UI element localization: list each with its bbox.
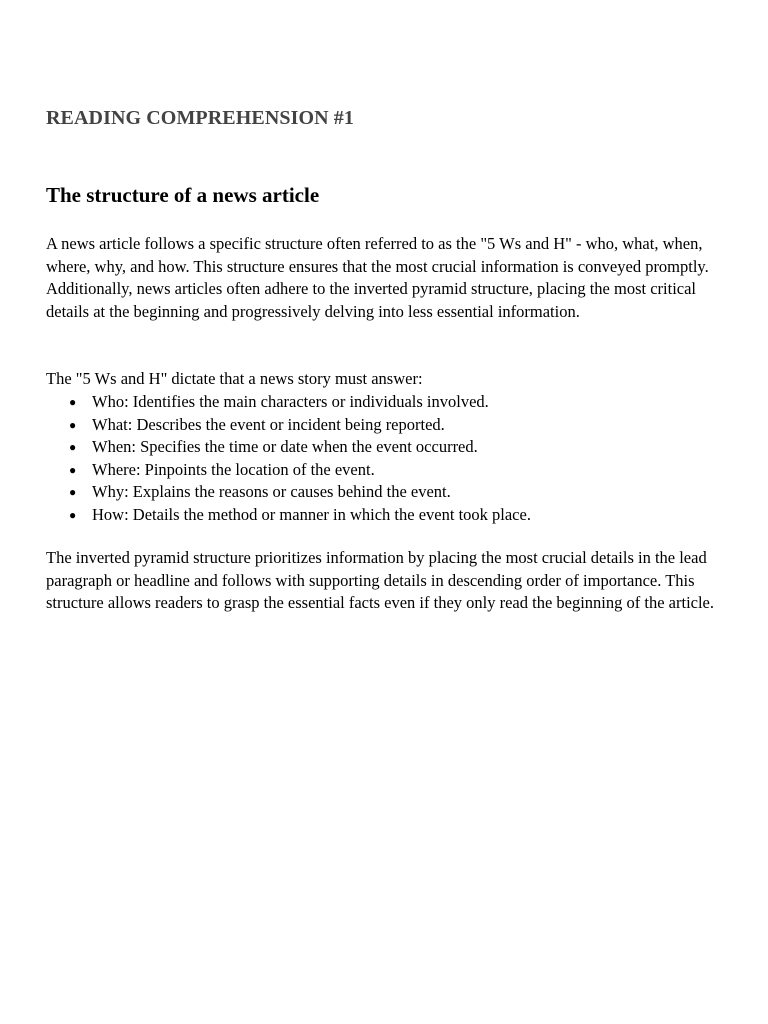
list-item-text: What: Describes the event or incident being reported. bbox=[92, 414, 445, 434]
list-item-text: How: Details the method or manner in which the event took place. bbox=[92, 504, 531, 524]
list-item-where bbox=[46, 459, 722, 482]
list-item-text: Where: Pinpoints the location of the event. bbox=[92, 459, 375, 479]
bullet-icon: ● bbox=[69, 462, 77, 477]
bullet-icon: ● bbox=[69, 395, 77, 409]
list-item-text: Who: Identifies the main characters or individuals involved. bbox=[92, 392, 489, 411]
pyramid-paragraph: The inverted pyramid structure prioritizes information by placing the most crucial details in the lead paragraph or headline and follows with supporting details in descending order of importance. This structure allows readers to grasp the essential facts even if they only read the beginning of the article. bbox=[46, 548, 715, 613]
bullet-icon: ● bbox=[69, 440, 77, 455]
five-ws-list bbox=[46, 391, 722, 527]
section-title: READING COMPREHENSION #1 bbox=[46, 107, 354, 129]
bullet-icon: ● bbox=[69, 485, 77, 500]
bullet-icon: ● bbox=[69, 507, 77, 522]
intro-paragraph: A news article follows a specific structure often referred to as the "5 Ws and H" - who, what, when, where, why, and how. This structure ensures that the most crucial information is conveyed promptly. Additionally, news articles often adhere to the inverted pyramid structure, placing the most critical details at the beginning and progressively delving into less essential information. bbox=[46, 234, 709, 321]
list-item-what bbox=[46, 414, 722, 437]
bullet-icon: ● bbox=[69, 417, 77, 432]
article-heading: The structure of a news article bbox=[46, 183, 320, 207]
list-item-how bbox=[46, 504, 722, 527]
list-lead-paragraph: The "5 Ws and H" dictate that a news story must answer: bbox=[46, 369, 423, 388]
list-item-why bbox=[46, 481, 722, 504]
list-item-when bbox=[46, 436, 722, 459]
list-item-text: Why: Explains the reasons or causes behind the event. bbox=[92, 482, 451, 502]
list-item-text: When: Specifies the time or date when the event occurred. bbox=[92, 437, 478, 457]
list-item-who bbox=[46, 391, 722, 414]
